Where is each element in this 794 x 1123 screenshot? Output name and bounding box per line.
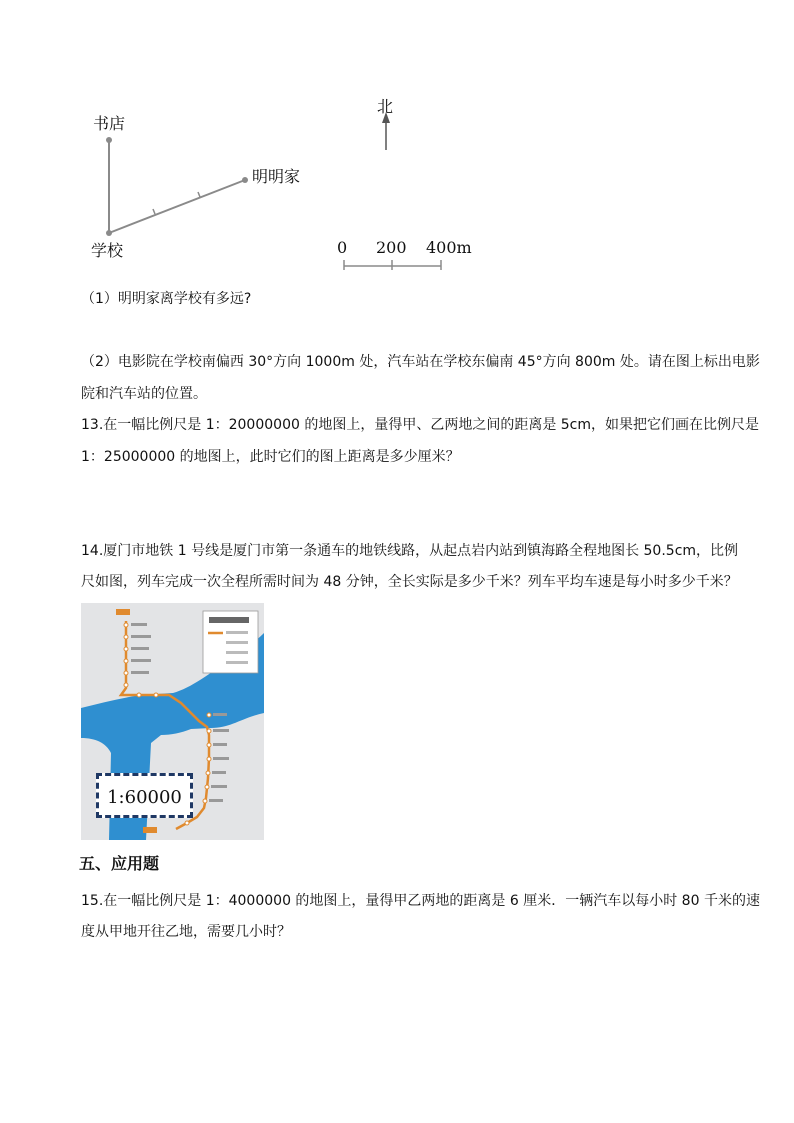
question-15-line-1: 15.在一幅比例尺是 1：4000000 的地图上，量得甲乙两地的距离是 6 厘米．一辆汽车以每小时 80 千米的速	[81, 893, 760, 909]
legend-text-3	[226, 651, 248, 654]
station-12	[207, 757, 211, 761]
station-label-4	[131, 659, 151, 662]
segment-tick-1	[153, 209, 155, 214]
school-point	[106, 230, 112, 236]
station-2	[124, 635, 128, 639]
map-scale-text: 1:60000	[107, 787, 182, 808]
scale-tick-200-label: 200	[376, 238, 407, 257]
station-5	[124, 671, 128, 675]
terminal-start-tag	[116, 609, 130, 615]
question-14-line-2: 尺如图，列车完成一次全程所需时间为 48 分钟，全长实际是多少千米？列车平均车速是每小时多少千米？	[81, 574, 738, 590]
station-11	[207, 743, 211, 747]
station-label-8	[213, 743, 227, 746]
segment-tick-2	[198, 192, 200, 197]
question-15-line-2: 度从甲地开往乙地，需要几小时？	[81, 924, 291, 940]
station-label-12	[209, 799, 223, 802]
school-to-home-line	[109, 180, 245, 233]
station-label-3	[131, 647, 149, 650]
station-label-11	[211, 785, 227, 788]
station-15	[203, 799, 207, 803]
legend-text-4	[226, 661, 248, 664]
station-label-5	[131, 671, 149, 674]
station-label-10	[212, 771, 226, 774]
scale-tick-0-label: 0	[337, 238, 348, 257]
legend-text-2	[226, 641, 248, 644]
question-12-part-1: （1）明明家离学校有多远?	[81, 291, 252, 307]
section-5-title: 五、应用题	[79, 854, 160, 873]
station-10	[207, 729, 211, 733]
station-6	[124, 683, 128, 687]
question-12-part-2-line-1: （2）电影院在学校南偏西 30°方向 1000m 处，汽车站在学校东偏南 45°方向 800m 处。请在图上标出电影	[81, 354, 760, 370]
station-1	[124, 623, 128, 627]
station-4	[124, 659, 128, 663]
station-9	[207, 713, 211, 717]
mingming-home-label: 明明家	[252, 167, 301, 186]
bookstore-label: 书店	[93, 114, 126, 133]
station-8	[154, 693, 158, 697]
station-label-6	[213, 713, 227, 716]
terminal-end-tag	[143, 827, 157, 833]
home-point	[242, 177, 248, 183]
station-13	[206, 771, 210, 775]
station-14	[205, 785, 209, 789]
station-label-9	[213, 757, 229, 760]
question-14-line-1: 14.厦门市地铁 1 号线是厦门市第一条通车的地铁线路，从起点岩内站到镇海路全程地图长 50.5cm，比例	[81, 543, 739, 559]
station-label-2	[131, 635, 151, 638]
scale-box	[96, 773, 193, 818]
station-3	[124, 647, 128, 651]
legend-header	[209, 617, 249, 623]
scale-tick-400m-label: 400m	[426, 238, 472, 257]
north-label: 北	[377, 97, 394, 116]
station-label-7	[213, 729, 229, 732]
station-16	[185, 821, 189, 825]
station-7	[137, 693, 141, 697]
legend-text-1	[226, 631, 248, 634]
question-13-line-1: 13.在一幅比例尺是 1：20000000 的地图上，量得甲、乙两地之间的距离是 5cm，如果把它们画在比例尺是	[81, 417, 760, 433]
bookstore-point	[106, 137, 112, 143]
question-12-part-2-line-2: 院和汽车站的位置。	[81, 386, 207, 402]
school-label: 学校	[91, 241, 124, 260]
station-label-1	[131, 623, 147, 626]
question-13-line-2: 1：25000000 的地图上，此时它们的图上距离是多少厘米？	[81, 449, 460, 465]
